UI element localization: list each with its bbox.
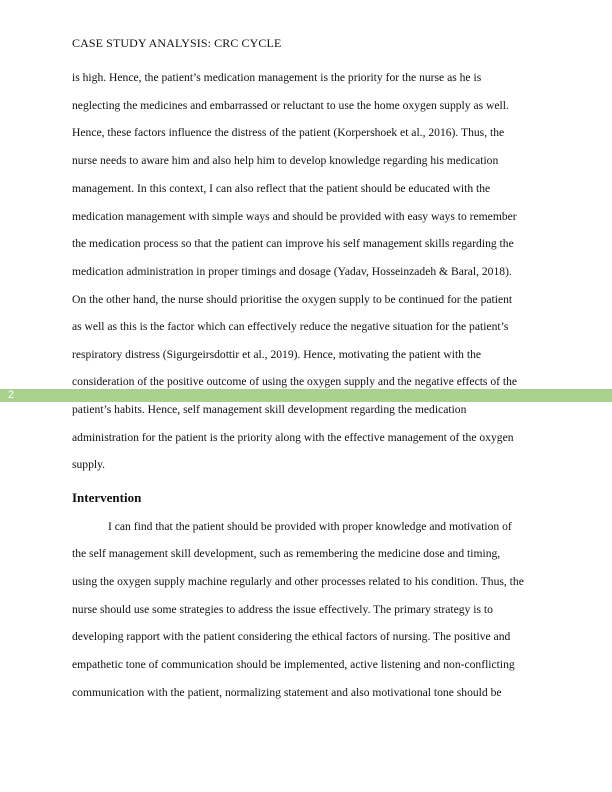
text-line: respiratory distress (Sigurgeirsdottir et al., 2019). Hence, motivating the patient with the [72, 348, 482, 361]
text-line: management. In this context, I can also reflect that the patient should be educated with the [72, 182, 491, 195]
text-line: I can find that the patient should be provided with proper knowledge and motivation of [108, 520, 512, 533]
text-line: the medication process so that the patient can improve his self management skills regarding the [72, 237, 514, 250]
text-line: medication management with simple ways and should be provided with easy ways to remember [72, 210, 517, 223]
text-line: is high. Hence, the patient’s medication management is the priority for the nurse as he is [72, 71, 482, 84]
page-number: 2 [8, 389, 15, 401]
page-marker-band [0, 389, 612, 402]
text-line: On the other hand, the nurse should prioritise the oxygen supply to be continued for the patient [72, 293, 513, 306]
text-line: patient’s habits. Hence, self management skill development regarding the medication [72, 403, 467, 416]
text-line: neglecting the medicines and embarrassed or reluctant to use the home oxygen supply as well. [72, 99, 509, 112]
text-line: the self management skill development, such as remembering the medicine dose and timing, [72, 547, 501, 560]
section-heading: Intervention [72, 490, 142, 505]
text-line: developing rapport with the patient considering the ethical factors of nursing. The positive and [72, 630, 511, 643]
text-line: empathetic tone of communication should be implemented, active listening and non-conflicting [72, 658, 515, 671]
text-line: medication administration in proper timings and dosage (Yadav, Hosseinzadeh & Baral, 2018). [72, 265, 512, 278]
text-line: supply. [72, 458, 106, 471]
text-line: as well as this is the factor which can effectively reduce the negative situation for the patient’s [72, 320, 509, 333]
text-line: administration for the patient is the priority along with the effective management of the oxygen [72, 431, 514, 444]
text-line: nurse should use some strategies to address the issue effectively. The primary strategy is to [72, 603, 493, 616]
text-line: consideration of the positive outcome of using the oxygen supply and the negative effects of the [72, 375, 518, 388]
running-head: CASE STUDY ANALYSIS: CRC CYCLE [72, 36, 282, 50]
text-line: nurse needs to aware him and also help him to develop knowledge regarding his medication [72, 154, 499, 167]
text-line: using the oxygen supply machine regularly and other processes related to his condition. Thus, the [72, 575, 524, 588]
text-line: Hence, these factors influence the distress of the patient (Korpershoek et al., 2016). Thus, the [72, 126, 505, 139]
text-line: communication with the patient, normalizing statement and also motivational tone should be [72, 686, 502, 699]
